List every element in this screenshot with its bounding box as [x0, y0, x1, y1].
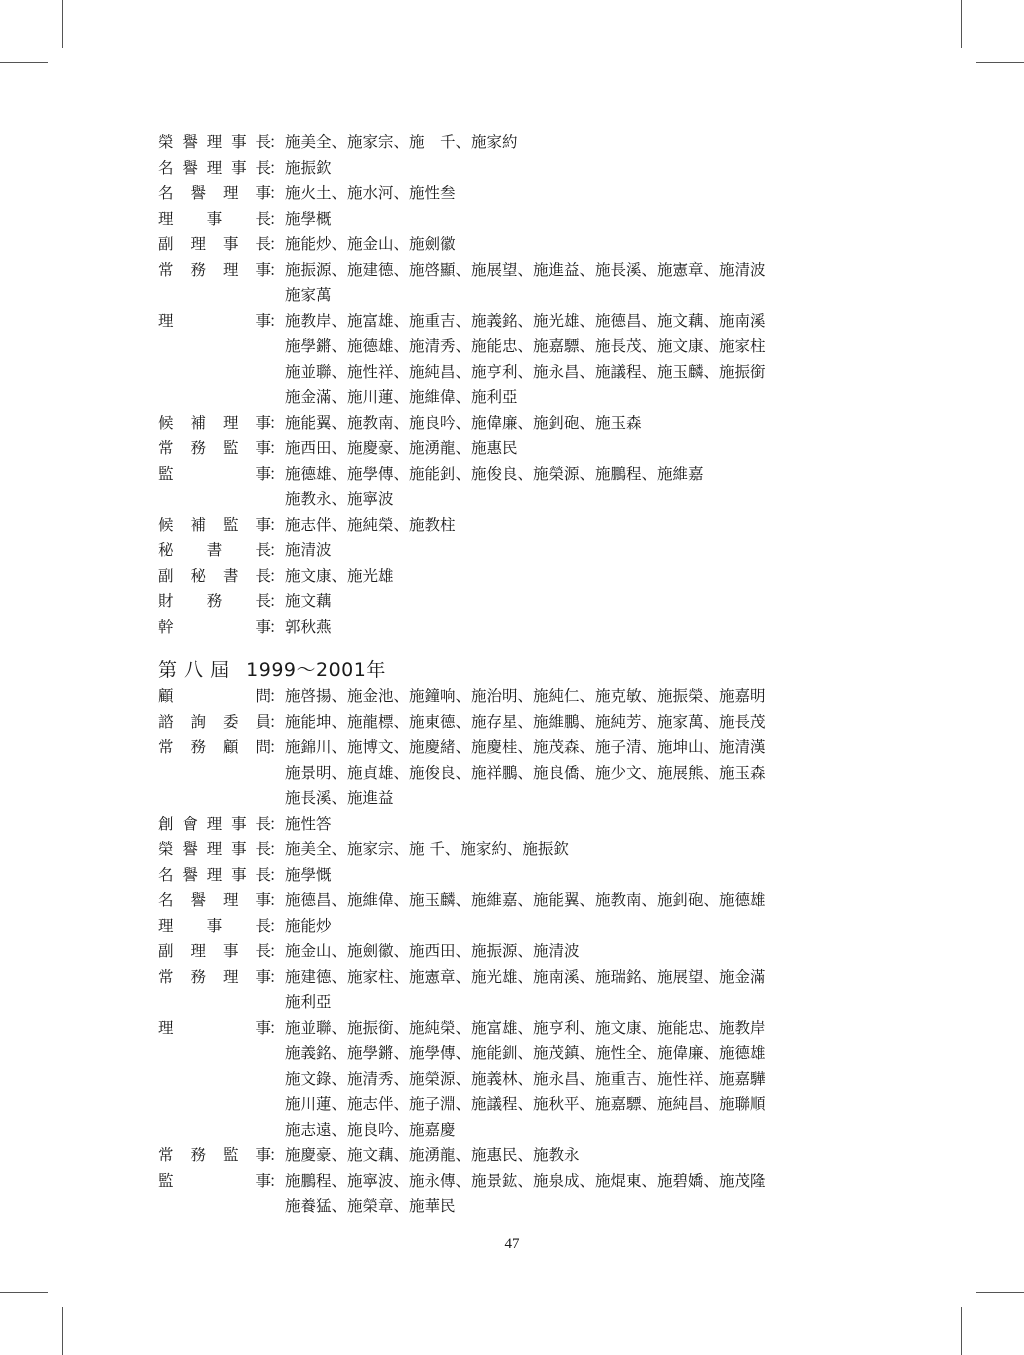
names-line: 施德昌、施維偉、施玉麟、施維嘉、施能翼、施教南、施釗砲、施德雄 [285, 891, 766, 909]
role-row [158, 735, 878, 812]
colon: ： [269, 311, 285, 330]
names-line: 施學鏘、施德雄、施清秀、施能忠、施嘉驃、施長茂、施文康、施家柱 [285, 337, 766, 355]
names-line: 施德雄、施學傳、施能釗、施俊良、施榮源、施鵬程、施維嘉 [285, 464, 704, 483]
role-label: 副秘書長 [158, 566, 271, 585]
member-names [285, 888, 878, 914]
member-names [285, 564, 878, 590]
role-label: 理事 [158, 311, 271, 330]
member-names [285, 939, 878, 965]
names-line: 施錦川、施博文、施慶緒、施慶桂、施茂森、施子清、施坤山、施清漢 [285, 738, 766, 756]
colon: ： [269, 158, 285, 177]
role-row [158, 914, 878, 940]
role-row [158, 564, 878, 590]
colon: ： [269, 439, 285, 457]
role-label: 候補理事 [158, 413, 271, 432]
role-row [158, 837, 878, 863]
colon: ： [269, 413, 285, 432]
term-label: 第 八 屆 [158, 659, 230, 681]
names-line: 施能炒 [285, 916, 332, 935]
role-row [158, 863, 878, 889]
names-line: 施景明、施貞雄、施俊良、施祥鵬、施良僑、施少文、施展熊、施玉森 [285, 763, 766, 782]
colon: ： [269, 865, 285, 884]
colon: ： [269, 464, 285, 483]
role-label: 常務顧問 [158, 738, 271, 756]
role-label: 副理事長 [158, 942, 271, 960]
names-line: 施美全、施家宗、施 千、施家約、施振欽 [285, 840, 569, 858]
member-names [285, 735, 878, 812]
crop-mark [62, 0, 63, 48]
names-line: 施川蓮、施志伴、施子淵、施議程、施秋平、施嘉驃、施純昌、施聯順 [285, 1095, 766, 1113]
names-line: 施振源、施建德、施啓顯、施展望、施進益、施長溪、施憲章、施清波 [285, 260, 766, 279]
role-label: 常務監事 [158, 439, 271, 457]
names-line: 施金滿、施川蓮、施維偉、施利亞 [285, 388, 518, 406]
names-line: 施振欽 [285, 158, 332, 177]
member-names [285, 156, 878, 182]
role-label: 常務監事 [158, 1146, 271, 1164]
names-line: 施能翼、施教南、施良吟、施偉廉、施釗砲、施玉森 [285, 413, 642, 432]
member-names [285, 258, 878, 309]
names-line: 施學概 [285, 209, 332, 228]
role-row [158, 1016, 878, 1144]
crop-mark [62, 1307, 63, 1355]
role-label: 常務理事 [158, 260, 271, 279]
role-row [158, 684, 878, 710]
role-row [158, 436, 878, 462]
names-line: 施鵬程、施寧波、施永傳、施景鈜、施泉成、施焜東、施碧嬌、施茂隆 [285, 1171, 766, 1190]
page-number: 47 [504, 1236, 520, 1252]
role-label: 榮譽理事長 [158, 840, 271, 858]
role-label: 理事長 [158, 916, 271, 935]
role-row [158, 939, 878, 965]
role-label: 名譽理事長 [158, 865, 271, 884]
committee-list-8th [158, 684, 878, 1220]
names-line: 施文康、施光雄 [285, 566, 394, 585]
member-names [285, 411, 878, 437]
names-line: 施建德、施家柱、施憲章、施光雄、施南溪、施瑞銘、施展望、施金滿 [285, 967, 766, 986]
member-names [285, 181, 878, 207]
role-row [158, 232, 878, 258]
member-names [285, 863, 878, 889]
colon: ： [269, 967, 285, 986]
role-label: 理事長 [158, 209, 271, 228]
role-row [158, 888, 878, 914]
member-names [285, 914, 878, 940]
colon: ： [269, 942, 285, 960]
colon: ： [269, 541, 285, 559]
names-line: 施教永、施寧波 [285, 490, 394, 508]
colon: ： [269, 592, 285, 610]
colon: ： [269, 133, 285, 151]
role-label: 財務長 [158, 592, 271, 610]
role-label: 顧問 [158, 687, 271, 705]
member-names [285, 1016, 878, 1144]
role-label: 監事 [158, 1171, 271, 1190]
page-content [158, 130, 878, 1220]
names-line: 施能坤、施龍標、施東德、施存星、施維鵬、施純芳、施家萬、施長茂 [285, 712, 766, 731]
names-line: 施教岸、施富雄、施重吉、施義銘、施光雄、施德昌、施文藕、施南溪 [285, 311, 766, 330]
crop-mark [0, 62, 48, 63]
crop-mark [976, 62, 1024, 63]
member-names [285, 1169, 878, 1220]
names-line: 施文藕 [285, 592, 332, 610]
crop-mark [0, 1292, 48, 1293]
role-row [158, 1143, 878, 1169]
colon: ： [269, 916, 285, 935]
names-line: 施志伴、施純榮、施教柱 [285, 515, 456, 534]
role-row [158, 1169, 878, 1220]
member-names [285, 837, 878, 863]
colon: ： [269, 840, 285, 858]
role-row [158, 309, 878, 411]
role-label: 名譽理事長 [158, 158, 271, 177]
colon: ： [269, 209, 285, 228]
member-names [285, 130, 878, 156]
names-line: 施清波 [285, 541, 332, 559]
member-names [285, 710, 878, 736]
role-row [158, 513, 878, 539]
names-line: 施金山、施劍徽、施西田、施振源、施清波 [285, 942, 580, 960]
names-line: 施學慨 [285, 865, 332, 884]
names-line: 施火土、施水河、施性叁 [285, 184, 456, 202]
colon: ： [269, 1018, 285, 1037]
role-row [158, 181, 878, 207]
member-names [285, 812, 878, 838]
colon: ： [269, 235, 285, 253]
role-row [158, 462, 878, 513]
colon: ： [269, 617, 285, 636]
crop-mark [976, 1292, 1024, 1293]
committee-list-7th [158, 130, 878, 640]
role-label: 名譽理事 [158, 891, 271, 909]
names-line: 施美全、施家宗、施 千、施家約 [285, 133, 518, 151]
names-line: 施義銘、施學鏘、施學傳、施能釧、施茂鎮、施性全、施偉廉、施德雄 [285, 1044, 766, 1062]
colon: ： [269, 891, 285, 909]
member-names [285, 207, 878, 233]
role-label: 創會理事長 [158, 814, 271, 833]
colon: ： [269, 687, 285, 705]
section-title-8th-term [158, 657, 878, 683]
names-line: 施西田、施慶豪、施湧龍、施惠民 [285, 439, 518, 457]
member-names [285, 462, 878, 513]
member-names [285, 1143, 878, 1169]
role-row [158, 589, 878, 615]
member-names [285, 232, 878, 258]
member-names [285, 965, 878, 1016]
role-label: 幹事 [158, 617, 271, 636]
colon: ： [269, 566, 285, 585]
names-line: 施啓揚、施金池、施鐘响、施治明、施純仁、施克敏、施振榮、施嘉明 [285, 687, 766, 705]
names-line: 郭秋燕 [285, 617, 332, 636]
role-row [158, 615, 878, 641]
colon: ： [269, 814, 285, 833]
names-line: 施慶豪、施文藕、施湧龍、施惠民、施教永 [285, 1146, 580, 1164]
colon: ： [269, 260, 285, 279]
names-line: 施並聯、施振銜、施純榮、施富雄、施亨利、施文康、施能忠、施教岸 [285, 1018, 766, 1037]
colon: ： [269, 1146, 285, 1164]
role-label: 監事 [158, 464, 271, 483]
role-row [158, 812, 878, 838]
role-label: 榮譽理事長 [158, 133, 271, 151]
role-label: 諮詢委員 [158, 712, 271, 731]
role-row [158, 156, 878, 182]
role-row [158, 258, 878, 309]
crop-mark [961, 1307, 962, 1355]
names-line: 施利亞 [285, 993, 332, 1011]
role-label: 秘書長 [158, 541, 271, 559]
names-line: 施家萬 [285, 286, 332, 304]
role-row [158, 130, 878, 156]
role-label: 候補監事 [158, 515, 271, 534]
term-years: 1999～2001年 [246, 659, 386, 681]
role-row [158, 710, 878, 736]
member-names [285, 538, 878, 564]
names-line: 施並聯、施性祥、施純昌、施亨利、施永昌、施議程、施玉麟、施振銜 [285, 362, 766, 381]
role-row [158, 965, 878, 1016]
role-row [158, 538, 878, 564]
member-names [285, 684, 878, 710]
names-line: 施文錄、施清秀、施榮源、施義林、施永昌、施重吉、施性祥、施嘉驊 [285, 1069, 766, 1088]
names-line: 施能炒、施金山、施劍徽 [285, 235, 456, 253]
role-row [158, 411, 878, 437]
role-row [158, 207, 878, 233]
colon: ： [269, 515, 285, 534]
names-line: 施志遠、施良吟、施嘉慶 [285, 1120, 456, 1139]
names-line: 施養猛、施榮章、施華民 [285, 1197, 456, 1215]
member-names [285, 309, 878, 411]
colon: ： [269, 738, 285, 756]
colon: ： [269, 1171, 285, 1190]
names-line: 施長溪、施進益 [285, 789, 394, 807]
role-label: 副理事長 [158, 235, 271, 253]
role-label: 名譽理事 [158, 184, 271, 202]
colon: ： [269, 184, 285, 202]
crop-mark [961, 0, 962, 48]
member-names [285, 513, 878, 539]
member-names [285, 615, 878, 641]
names-line: 施性答 [285, 814, 332, 833]
member-names [285, 436, 878, 462]
member-names [285, 589, 878, 615]
role-label: 常務理事 [158, 967, 271, 986]
role-label: 理事 [158, 1018, 271, 1037]
colon: ： [269, 712, 285, 731]
